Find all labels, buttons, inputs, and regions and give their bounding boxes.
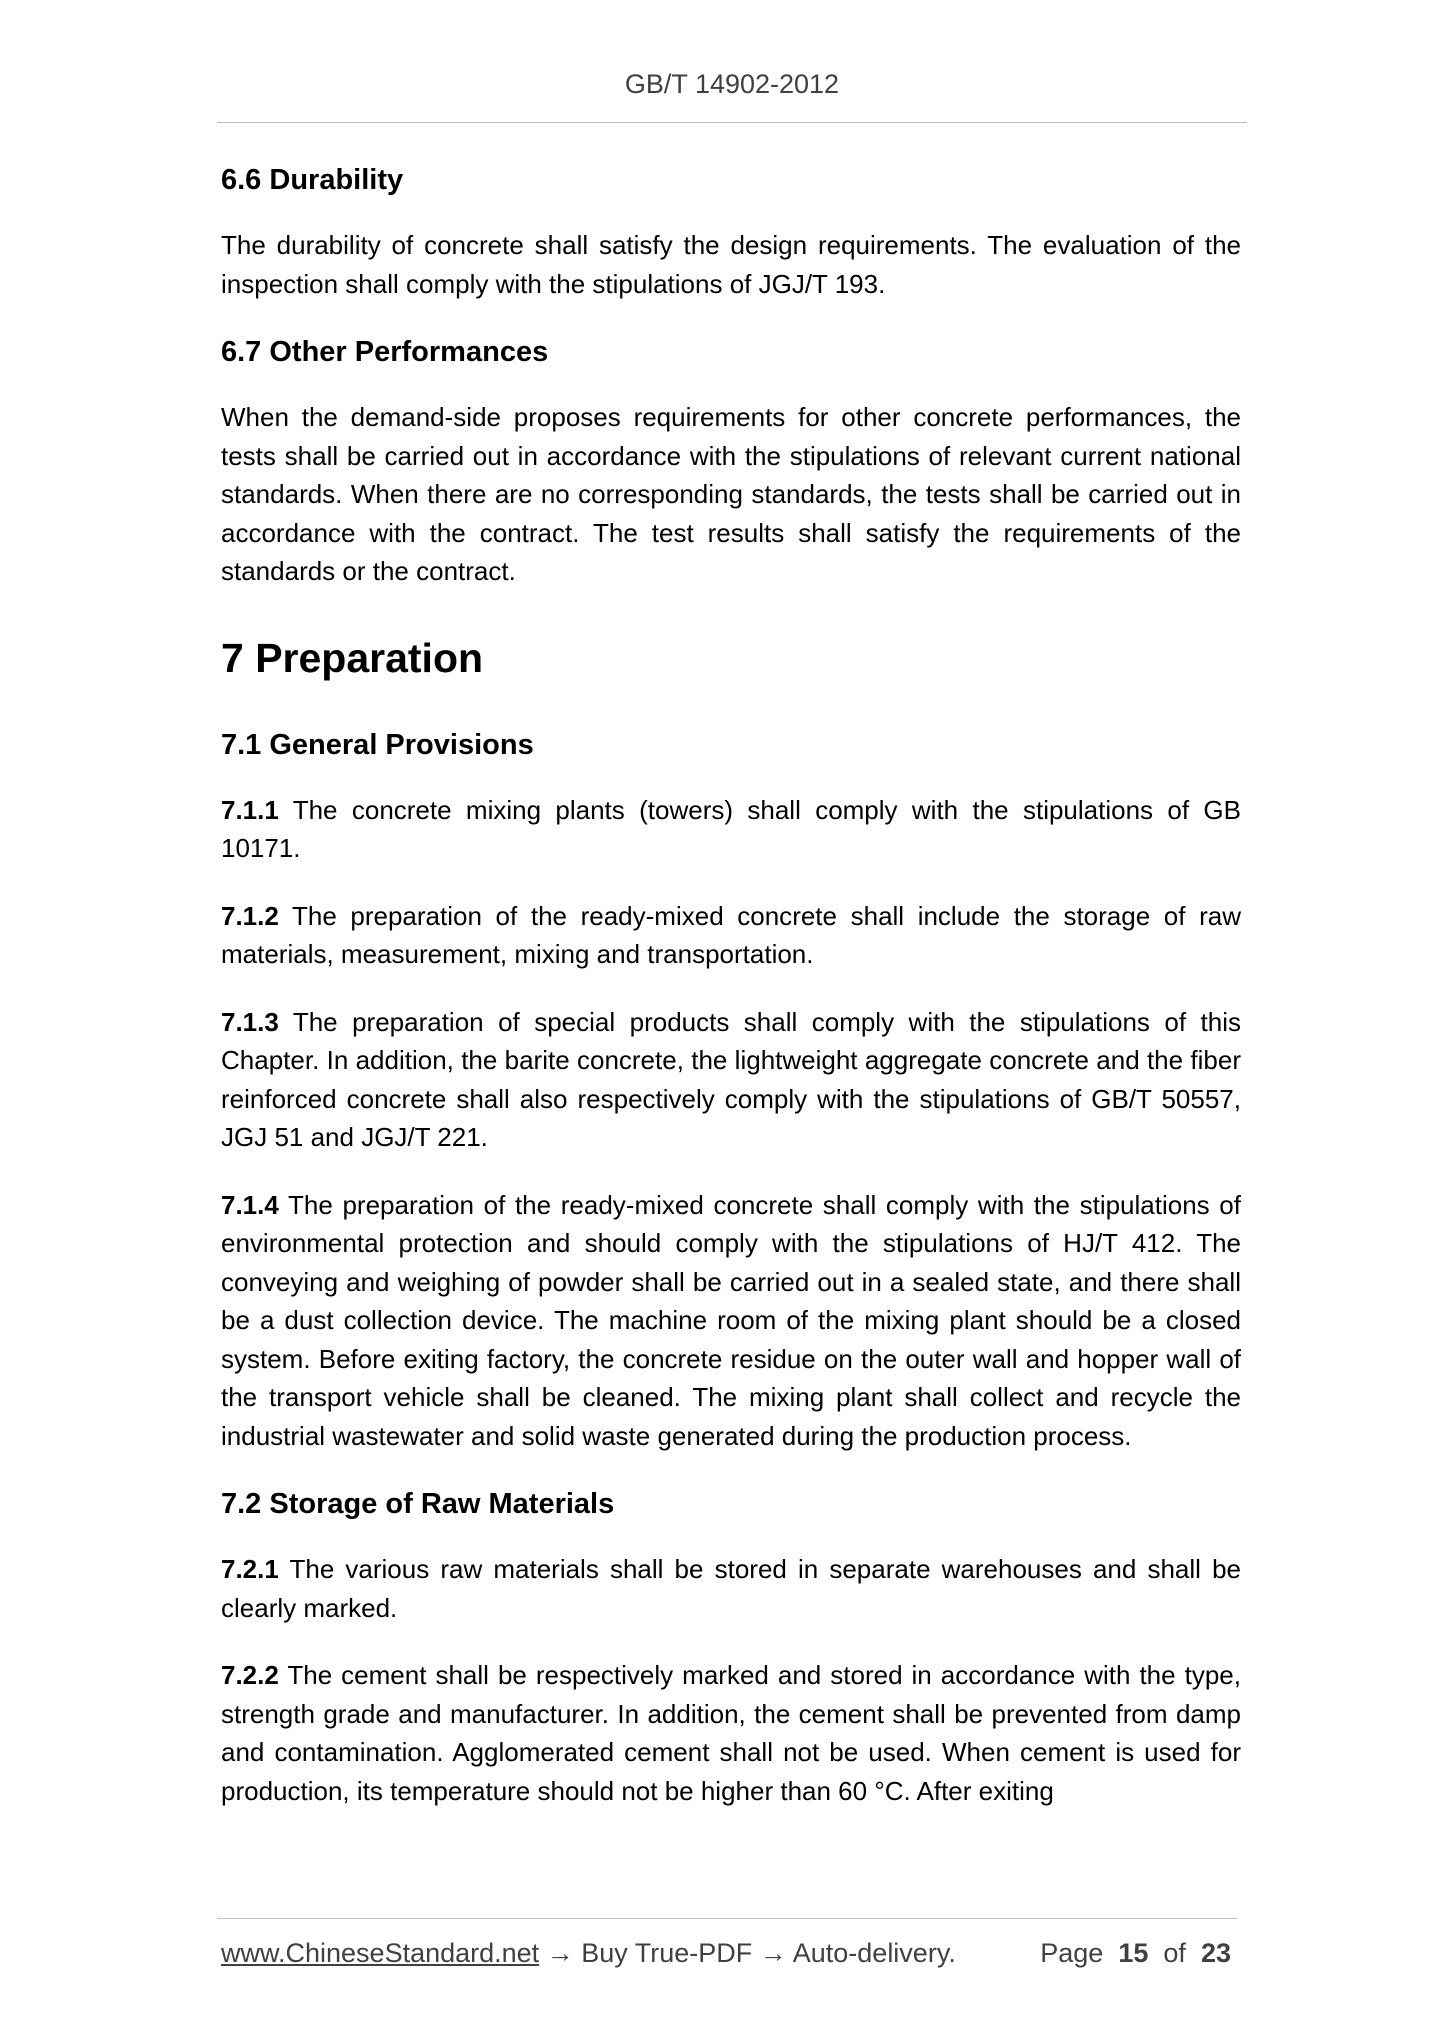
footer-divider	[217, 1918, 1237, 1919]
clause-text: The preparation of the ready-mixed concrete shall comply with the stipulations of environmental protection and should comply with the stipulations of HJ/T 412. The conveying and weighing of powder shall be carried out in a sealed state, and there shall be a dust collection device. The machine room of the mixing plant should be a closed system. Before exiting factory, the concrete residue on the outer wall and hopper wall of the transport vehicle shall be cleaned. The mixing plant shall collect and recycle the industrial wastewater and solid waste generated during the production process.	[221, 1189, 1241, 1451]
chapter-heading-7: 7 Preparation	[221, 634, 484, 681]
website-link[interactable]: www.ChineseStandard.net	[221, 1938, 540, 1968]
page-header	[217, 0, 1247, 123]
clause-7-1-2	[221, 897, 1241, 974]
page-footer	[221, 1938, 1231, 1978]
section-heading-6-7: 6.7 Other Performances	[221, 336, 549, 368]
page-content	[221, 160, 1241, 1839]
section-heading-7-2: 7.2 Storage of Raw Materials	[221, 1488, 615, 1520]
clause-text: The concrete mixing plants (towers) shall comply with the stipulations of GB 10171.	[221, 794, 1241, 863]
clause-7-2-1	[221, 1550, 1241, 1627]
clause-number: 7.2.2	[221, 1660, 279, 1690]
footer-tagline: → Buy True-PDF → Auto-delivery.	[539, 1938, 956, 1968]
section-heading-7-1: 7.1 General Provisions	[221, 728, 534, 761]
clause-7-1-4	[221, 1186, 1241, 1456]
document-id: GB/T 14902-2012	[624, 69, 840, 99]
page-number	[1040, 1938, 1231, 1969]
clause-text: The preparation of the ready-mixed concrete shall include the storage of raw materials, measurement, mixing and transportation.	[221, 900, 1241, 969]
clause-text: The cement shall be respectively marked and stored in accordance with the type, strength grade and manufacturer. In addition, the cement shall be prevented from damp and contamination. Agglomerated cement shall not be used. When cement is used for production, its temperature should not be higher than 60 °C. After exiting	[221, 1660, 1241, 1806]
current-page: 15	[1118, 1938, 1149, 1968]
page-of-label: of	[1163, 1938, 1186, 1968]
clause-7-1-1	[221, 791, 1241, 868]
clause-number: 7.1.3	[221, 1006, 279, 1037]
clause-text: The various raw materials shall be stored in separate warehouses and shall be clearly marked.	[221, 1554, 1241, 1623]
section-heading-6-6: 6.6 Durability	[221, 164, 404, 196]
total-pages: 23	[1200, 1938, 1231, 1968]
clause-number: 7.1.1	[221, 794, 279, 825]
page-label: Page	[1040, 1938, 1104, 1968]
clause-number: 7.2.1	[221, 1554, 279, 1584]
clause-text: The preparation of special products shall comply with the stipulations of this Chapter. In addition, the barite concrete, the lightweight aggregate concrete and the fiber reinforced concrete shall also respectively comply with the stipulations of GB/T 50557, JGJ 51 and JGJ/T 221.	[221, 1006, 1241, 1152]
clause-7-2-2	[221, 1656, 1241, 1810]
clause-number: 7.1.2	[221, 900, 279, 931]
clause-number: 7.1.4	[221, 1189, 279, 1220]
clause-7-1-3	[221, 1003, 1241, 1157]
section-text-6-6: The durability of concrete shall satisfy the design requirements. The evaluation of the inspection shall comply with the stipulations of JGJ/T 193.	[221, 230, 1241, 299]
section-text-6-7: When the demand-side proposes requirements for other concrete performances, the tests shall be carried out in accordance with the stipulations of relevant current national standards. When there are no corresponding standards, the tests shall be carried out in accordance with the contract. The test results shall satisfy the requirements of the standards or the contract.	[221, 402, 1241, 586]
footer-promo	[221, 1938, 956, 1969]
